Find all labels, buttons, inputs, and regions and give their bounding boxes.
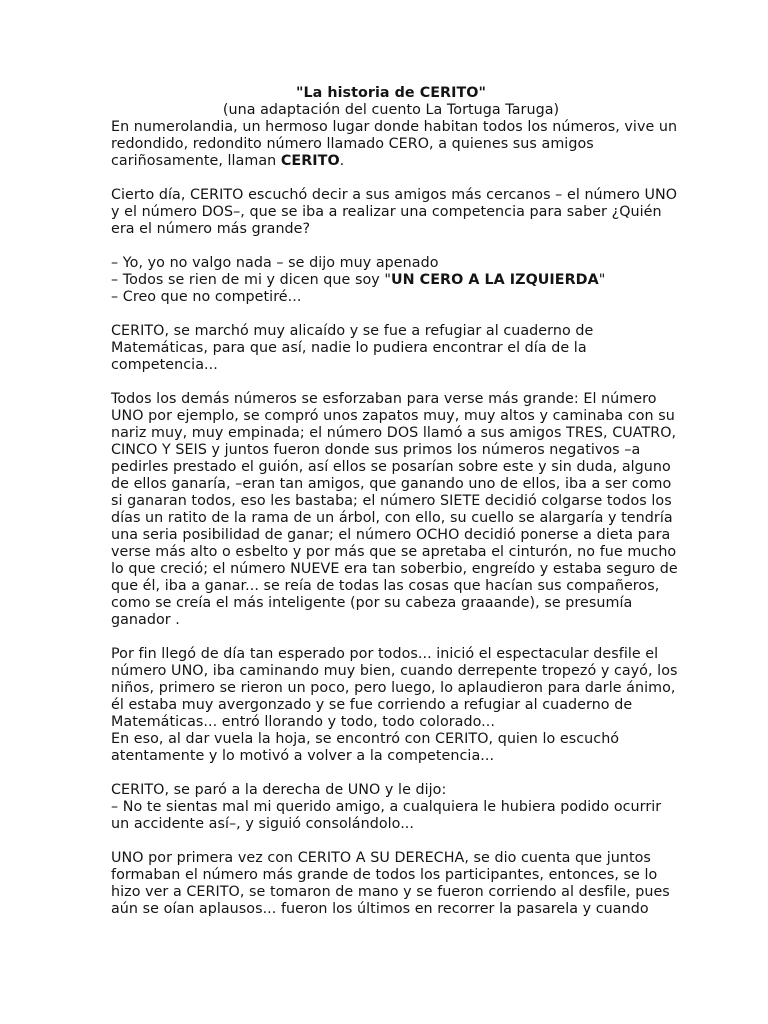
paragraph-line: días un ratito de la rama de un árbol, con ello, su cuello se alargaría y tendría (111, 510, 673, 526)
paragraph-line: – No te sientas mal mi querido amigo, a cualquiera le hubiera podido ocurrir (111, 799, 662, 815)
text-run: . (339, 153, 345, 169)
text-run: " (598, 272, 606, 288)
dialogue-line: – Yo, yo no valgo nada – se dijo muy apenado (111, 255, 439, 271)
paragraph-line: un accidente así–, y siguió consolándolo... (111, 816, 414, 832)
paragraph-line: competencia... (111, 357, 218, 373)
paragraph-line: CERITO, se marchó muy alicaído y se fue a refugiar al cuaderno de (111, 323, 594, 339)
paragraph-consolation (111, 782, 671, 833)
paragraph-line: él estaba muy avergonzado y se fue corriendo a refugiar al cuaderno de (111, 697, 633, 713)
paragraph-line: Cierto día, CERITO escuchó decir a sus amigos más cercanos – el número UNO (111, 187, 678, 203)
paragraph-line: hizo ver a CERITO, se tomaron de mano y se fueron corriendo al desfile, pues (111, 884, 670, 900)
paragraph-preparations (111, 391, 678, 629)
document-title: "La historia de CERITO" (295, 85, 486, 101)
paragraph-line: número UNO, iba caminando muy bien, cuando derrepente tropezó y cayó, los (111, 663, 678, 679)
paragraph-refuge (111, 323, 671, 374)
paragraph-line: redondido, redondito número llamado CERO, a quienes sus amigos (111, 136, 594, 152)
paragraph-line: aún se oían aplausos... fueron los últimos en recorrer la pasarela y cuando (111, 901, 649, 917)
paragraph-line: atentamente y lo motivó a volver a la competencia... (111, 748, 495, 764)
paragraph-line: lo que creció; el número NUEVE era tan soberbio, engreído y estaba seguro de (111, 561, 678, 577)
document-subtitle: (una adaptación del cuento La Tortuga Taruga) (222, 102, 560, 118)
paragraph-line: Por fin llegó de día tan esperado por todos... inició el espectacular desfile el (111, 646, 659, 662)
bold-name-cerito: CERITO (280, 153, 340, 169)
document-page (111, 85, 678, 918)
paragraph-line: que él, iba a ganar... se reía de todas las cosas que hacían sus compañeros, (111, 578, 660, 594)
paragraph-line: En eso, al dar vuela la hoja, se encontró con CERITO, quien lo escuchó (111, 731, 620, 747)
paragraph-line: ganador . (111, 612, 180, 628)
text-run: cariñosamente, llaman (111, 153, 281, 169)
dialogue-line (111, 272, 671, 289)
paragraph-line: y el número DOS–, que se iba a realizar una competencia para saber ¿Quién (111, 204, 662, 220)
paragraph-line: UNO por ejemplo, se compró unos zapatos muy, muy altos y caminaba con su (111, 408, 675, 424)
paragraph-together (111, 850, 671, 918)
paragraph-dialogue (111, 255, 671, 306)
paragraph-line: Todos los demás números se esforzaban para verse más grande: El número (111, 391, 657, 407)
paragraph-competition (111, 187, 678, 238)
paragraph-line: En numerolandia, un hermoso lugar donde habitan todos los números, vive un (111, 119, 678, 135)
paragraph-line: una seria posibilidad de ganar; el número OCHO decidió ponerse a dieta para (111, 527, 671, 543)
paragraph-line: Matemáticas, para que así, nadie lo pudiera encontrar el día de la (111, 340, 587, 356)
bold-phrase: UN CERO A LA IZQUIERDA (390, 272, 599, 288)
paragraph-line: CINCO Y SEIS y juntos fueron donde sus primos los números negativos –a (111, 442, 641, 458)
paragraph-parade (111, 646, 678, 765)
text-run: – Todos se rien de mi y dicen que soy " (111, 272, 391, 288)
paragraph-line: pedirles prestado el guión, así ellos se posarían sobre este y sin duda, alguno (111, 459, 671, 475)
paragraph-line (111, 153, 671, 170)
paragraph-line: formaban el número más grande de todos los participantes, entonces, se lo (111, 867, 658, 883)
paragraph-line: CERITO, se paró a la derecha de UNO y le dijo: (111, 782, 447, 798)
paragraph-line: verse más alto o esbelto y por más que se apretaba el cinturón, no fue mucho (111, 544, 677, 560)
paragraph-line: niños, primero se rieron un poco, pero luego, lo aplaudieron para darle ánimo, (111, 680, 676, 696)
paragraph-line: de ellos ganaría, –eran tan amigos, que ganando uno de ellos, iba a ser como (111, 476, 672, 492)
paragraph-line: si ganaran todos, eso les bastaba; el número SIETE decidió colgarse todos los (111, 493, 672, 509)
paragraph-line: como se creía el más inteligente (por su cabeza graaande), se presumía (111, 595, 633, 611)
paragraph-line: Matemáticas... entró llorando y todo, todo colorado... (111, 714, 495, 730)
paragraph-line: era el número más grande? (111, 221, 311, 237)
dialogue-line: – Creo que no competiré... (111, 289, 302, 305)
paragraph-line: nariz muy, muy empinada; el número DOS llamó a sus amigos TRES, CUATRO, (111, 425, 677, 441)
paragraph-intro (111, 119, 678, 170)
paragraph-line: UNO por primera vez con CERITO A SU DERECHA, se dio cuenta que juntos (111, 850, 651, 866)
